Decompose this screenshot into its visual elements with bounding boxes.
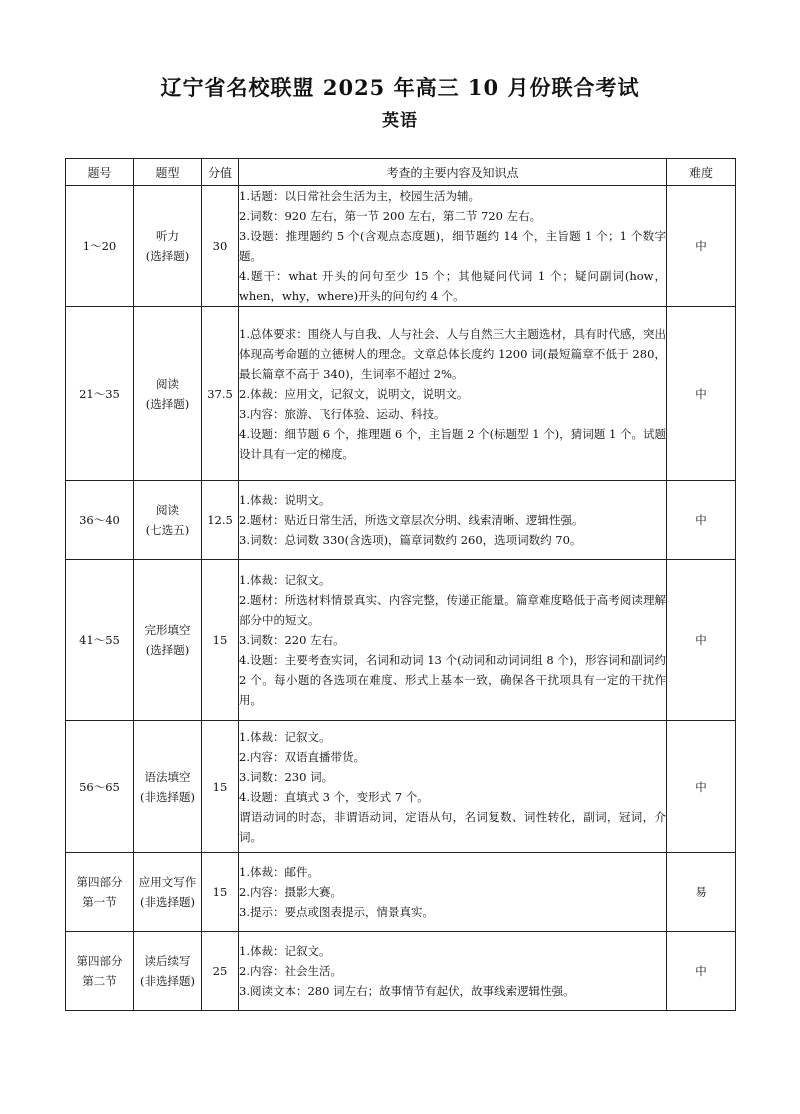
question-number-subtext: 第二节 — [82, 974, 117, 988]
content-line: 2.内容：双语直播带货。 — [239, 749, 365, 764]
content-line: 3.内容：旅游、飞行体验、运动、科技。 — [239, 406, 446, 421]
content-line: 2.内容：社会生活。 — [239, 964, 342, 978]
score-cell: 15 — [202, 560, 239, 721]
question-number-cell — [66, 307, 134, 481]
content-line: 2.内容：摄影大赛。 — [239, 885, 342, 899]
question-number-text: 1～20 — [82, 239, 117, 253]
question-type-text: 应用文写作 — [138, 875, 197, 889]
content-cell — [239, 481, 667, 560]
content-line: 3.提示：要点或图表提示，情景真实。 — [239, 905, 434, 919]
question-type-subtext: (非选择题) — [140, 789, 195, 804]
content-line: 4.设题：细节题 6 个，推理题 6 个，主旨题 2 个(标题型 1 个)，猜词题 1 个。试题设计具有一定的梯度。 — [239, 426, 666, 461]
difficulty-cell: 中 — [667, 932, 736, 1011]
content-line: 1.体裁：记叙文。 — [239, 729, 331, 744]
question-type-cell — [134, 721, 202, 853]
question-number-text: 21～35 — [79, 386, 120, 401]
question-type-subtext: (选择题) — [145, 643, 190, 657]
content-cell — [239, 560, 667, 721]
content-cell — [239, 721, 667, 853]
page-title: 辽宁省名校联盟 2025 年高三 10 月份联合考试 — [160, 75, 640, 100]
subject-title: 英语 — [382, 111, 418, 131]
question-type-text: 完形填空 — [144, 623, 191, 637]
content-cell — [239, 853, 667, 932]
question-number-cell — [66, 721, 134, 853]
question-number-cell — [66, 560, 134, 721]
question-number-cell — [66, 186, 134, 307]
content-cell — [239, 307, 667, 481]
content-line: 1.体裁：记叙文。 — [239, 944, 331, 958]
score-cell: 12.5 — [202, 481, 239, 560]
table-row — [66, 853, 736, 932]
table-row — [66, 481, 736, 560]
question-type-text: 语法填空 — [144, 769, 191, 784]
question-type-cell — [134, 481, 202, 560]
column-header-content: 考查的主要内容及知识点 — [239, 159, 667, 186]
question-number-subtext: 第一节 — [82, 895, 117, 909]
content-line: 2.题材：贴近日常生活，所选文章层次分明、线索清晰、逻辑性强。 — [239, 513, 584, 527]
exam-spec-table — [65, 158, 736, 1011]
difficulty-cell: 中 — [667, 721, 736, 853]
difficulty-cell: 中 — [667, 307, 736, 481]
score-cell: 25 — [202, 932, 239, 1011]
question-type-subtext: (非选择题) — [140, 974, 195, 988]
table-row — [66, 307, 736, 481]
question-number-text: 第四部分 — [76, 875, 123, 889]
content-line: 2.题材：所选材料情景真实、内容完整，传递正能量。篇章难度略低于高考阅读理解部分中的短文。 — [239, 593, 666, 627]
column-header-difficulty: 难度 — [667, 159, 736, 186]
question-type-subtext: (非选择题) — [140, 895, 195, 909]
question-type-text: 阅读 — [156, 376, 179, 391]
question-type-cell — [134, 853, 202, 932]
content-line: 4.设题：直填式 3 个，变形式 7 个。 — [239, 789, 429, 804]
column-header-score: 分值 — [202, 159, 239, 186]
question-type-text: 读后续写 — [144, 954, 191, 968]
content-line: 3.设题：推理题约 5 个(含观点态度题)，细节题约 14 个，主旨题 1 个；1 个数字题。 — [239, 229, 666, 263]
difficulty-cell: 中 — [667, 481, 736, 560]
question-type-text: 阅读 — [156, 503, 179, 517]
table-header-row — [66, 159, 736, 186]
question-type-cell — [134, 932, 202, 1011]
question-number-cell — [66, 481, 134, 560]
question-type-text: 听力 — [156, 229, 179, 243]
content-line: 2.体裁：应用文，记叙文，说明文，说明文。 — [239, 386, 469, 401]
question-type-subtext: (选择题) — [145, 249, 190, 263]
content-line: 1.体裁：记叙文。 — [239, 573, 331, 587]
content-line: 1.总体要求：围绕人与自我、人与社会、人与自然三大主题选材，具有时代感，突出体现高考命题的立德树人的理念。文章总体长度约 1200 词(最短篇章不低于 280，最长篇章不高于 340)，生词率不超过 2%。 — [239, 326, 666, 381]
question-type-subtext: (七选五) — [145, 523, 190, 537]
question-number-cell — [66, 932, 134, 1011]
table-row — [66, 721, 736, 853]
difficulty-cell: 中 — [667, 186, 736, 307]
content-line: 2.词数：920 左右，第一节 200 左右，第二节 720 左右。 — [239, 209, 542, 223]
column-header-type: 题型 — [134, 159, 202, 186]
difficulty-cell: 易 — [667, 853, 736, 932]
question-number-text: 41～55 — [79, 633, 120, 647]
question-number-cell — [66, 853, 134, 932]
content-line: 1.体裁：说明文。 — [239, 493, 331, 507]
content-line: 3.词数：总词数 330(含选项)，篇章词数约 260，选项词数约 70。 — [239, 533, 582, 547]
content-line: 1.体裁：邮件。 — [239, 865, 319, 879]
content-cell — [239, 186, 667, 307]
column-header-number: 题号 — [66, 159, 134, 186]
table-row — [66, 560, 736, 721]
content-line: 4.题干：what 开头的问句至少 15 个；其他疑问代词 1 个；疑问副词(how，when，why，where)开头的问句约 4 个。 — [239, 269, 666, 303]
question-type-subtext: (选择题) — [145, 396, 190, 411]
table-row — [66, 932, 736, 1011]
question-number-text: 36～40 — [79, 513, 120, 527]
content-line: 谓语动词的时态，非谓语动词，定语从句，名词复数、词性转化，副词，冠词，介词。 — [239, 809, 666, 844]
question-type-cell — [134, 186, 202, 307]
question-type-cell — [134, 307, 202, 481]
score-cell: 37.5 — [202, 307, 239, 481]
content-cell — [239, 932, 667, 1011]
difficulty-cell: 中 — [667, 560, 736, 721]
question-number-text: 56～65 — [79, 779, 120, 794]
question-type-cell — [134, 560, 202, 721]
score-cell: 15 — [202, 853, 239, 932]
content-line: 3.词数：230 词。 — [239, 769, 334, 784]
table-row — [66, 186, 736, 307]
content-line: 4.设题：主要考查实词，名词和动词 13 个(动词和动词词组 8 个)，形容词和副词约 2 个。每小题的各选项在难度、形式上基本一致，确保各干扰项具有一定的干扰作用。 — [239, 653, 666, 707]
content-line: 3.阅读文本：280 词左右；故事情节有起伏，故事线索逻辑性强。 — [239, 984, 575, 998]
score-cell: 15 — [202, 721, 239, 853]
content-line: 3.词数：220 左右。 — [239, 633, 345, 647]
score-cell: 30 — [202, 186, 239, 307]
question-number-text: 第四部分 — [76, 954, 123, 968]
content-line: 1.话题：以日常社会生活为主，校园生活为辅。 — [239, 189, 480, 203]
